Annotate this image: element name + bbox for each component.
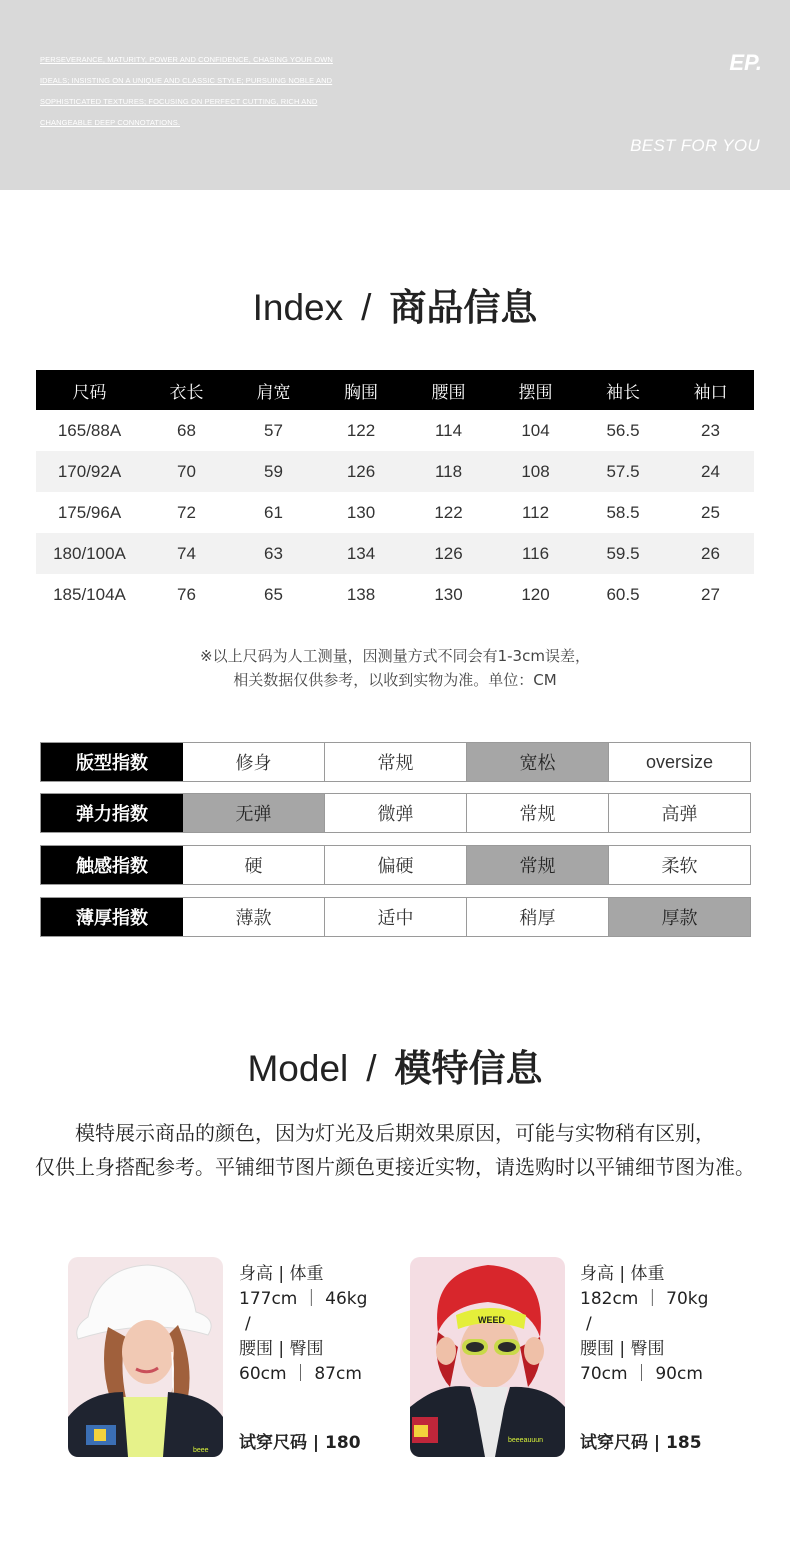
- index-section-title: [0, 277, 790, 331]
- header-cell: 尺码: [72, 382, 107, 403]
- table-cell: 122: [346, 420, 376, 440]
- try-size: 试穿尺码 | 185: [580, 1433, 702, 1453]
- manifesto-line: IDEALS; INSISTING ON A UNIQUE AND CLASSIC STYLE; PURSUING NOBLE AND: [40, 76, 333, 85]
- table-cell: 130: [346, 502, 376, 522]
- table-cell: 165/88A: [57, 420, 122, 440]
- fit-index-row: [40, 742, 751, 782]
- table-cell: 58.5: [606, 502, 640, 522]
- table-cell: 26: [701, 543, 720, 563]
- table-cell: 134: [346, 543, 376, 563]
- model-photo-illustration: [68, 1257, 223, 1457]
- manifesto-line: PERSEVERANCE, MATURITY, POWER AND CONFIDENCE, CHASING YOUR OWN: [40, 55, 333, 64]
- info-slash: /: [586, 1314, 592, 1334]
- waist-hip-label: 腰围 | 臀围: [239, 1339, 324, 1359]
- table-cell: 120: [521, 584, 550, 604]
- header-cell: 袖长: [606, 382, 640, 403]
- table-cell: 114: [434, 420, 463, 440]
- manifesto-line: CHANGEABLE DEEP CONNOTATIONS.: [40, 118, 181, 127]
- waist-hip-label: 腰围 | 臀围: [580, 1339, 665, 1359]
- table-row: [36, 410, 754, 451]
- table-cell: 27: [701, 584, 720, 604]
- size-note-line: 相关数据仅供参考，以收到实物为准。单位：CM: [233, 671, 557, 689]
- header-cell: 衣长: [169, 382, 204, 403]
- table-row: [36, 492, 754, 533]
- table-cell: 56.5: [606, 420, 640, 440]
- svg-text:WEED: WEED: [478, 1315, 505, 1325]
- index-option: 柔软: [608, 846, 750, 884]
- index-option: 宽松: [466, 743, 608, 781]
- thickness-index-row: [40, 897, 751, 937]
- table-cell: 60.5: [606, 584, 640, 604]
- height-weight-value: 177cm ｜ 46kg: [239, 1289, 368, 1309]
- table-cell: 180/100A: [53, 543, 126, 563]
- model-description: [0, 1116, 790, 1184]
- size-table-header: [36, 370, 754, 410]
- try-size: 试穿尺码 | 180: [239, 1433, 361, 1453]
- model-info-1: [239, 1262, 367, 1456]
- table-cell: 25: [701, 502, 720, 522]
- table-cell: 72: [177, 502, 196, 522]
- table-cell: 170/92A: [57, 461, 122, 481]
- title-separator: /: [361, 287, 372, 328]
- header-cell: 胸围: [344, 382, 378, 403]
- height-weight-label: 身高 | 体重: [580, 1264, 665, 1284]
- svg-text:beee: beee: [193, 1447, 209, 1454]
- size-note-line: ※以上尺码为人工测量，因测量方式不同会有1-3cm误差，: [200, 647, 590, 665]
- index-option: 薄款: [235, 908, 272, 929]
- table-cell: 24: [701, 461, 720, 481]
- table-cell: 65: [264, 584, 283, 604]
- table-cell: 126: [434, 543, 463, 563]
- model-desc-line: 仅供上身搭配参考。平铺细节图片颜色更接近实物，请选购时以平铺细节图为准。: [35, 1155, 755, 1179]
- elasticity-index-row: [40, 793, 751, 833]
- index-option: 常规: [466, 794, 608, 832]
- table-cell: 70: [177, 461, 196, 481]
- table-cell: 126: [346, 461, 376, 481]
- touch-index-row: [40, 845, 751, 885]
- header-cell: 摆围: [518, 382, 553, 403]
- table-cell: 138: [346, 584, 376, 604]
- table-cell: 116: [521, 543, 550, 563]
- index-option: oversize: [608, 743, 750, 781]
- model-section-title: [0, 1038, 790, 1092]
- table-cell: 130: [434, 584, 463, 604]
- index-option: 常规: [466, 846, 608, 884]
- header-cell: 肩宽: [256, 382, 291, 403]
- index-title-cn: 商品信息: [389, 286, 538, 329]
- table-cell: 76: [177, 584, 196, 604]
- manifesto-line: SOPHISTICATED TEXTURES; FOCUSING ON PERFECT CUTTING, RICH AND: [40, 97, 318, 106]
- table-row: [36, 574, 754, 615]
- index-option: 修身: [235, 753, 272, 774]
- table-row: [36, 533, 754, 574]
- index-option: 适中: [324, 898, 466, 936]
- table-cell: 122: [434, 502, 463, 522]
- model-photo-illustration: [410, 1257, 565, 1457]
- index-label: 触感指数: [41, 846, 183, 884]
- size-note: [0, 644, 790, 692]
- top-banner: [0, 0, 790, 190]
- table-cell: 57.5: [606, 461, 640, 481]
- index-label: 版型指数: [41, 743, 183, 781]
- svg-text:beeeauuun: beeeauuun: [508, 1437, 544, 1444]
- header-cell: 腰围: [431, 382, 466, 403]
- height-weight-value: 182cm ｜ 70kg: [580, 1289, 709, 1309]
- table-cell: 23: [701, 420, 720, 440]
- index-option: 常规: [324, 743, 466, 781]
- title-separator: /: [366, 1048, 377, 1089]
- waist-hip-value: 70cm ｜ 90cm: [580, 1364, 703, 1384]
- index-option: 无弹: [183, 794, 324, 832]
- model-photo-male: [410, 1257, 565, 1457]
- model-info-2: [580, 1262, 708, 1456]
- brand-manifesto: [40, 55, 370, 139]
- table-cell: 104: [521, 420, 550, 440]
- index-option: 厚款: [608, 898, 750, 936]
- table-cell: 68: [177, 420, 196, 440]
- index-label: 弹力指数: [41, 794, 183, 832]
- index-title-en: Index: [252, 287, 344, 328]
- index-option: 稍厚: [466, 898, 608, 936]
- brand-logo: EP.: [729, 50, 762, 75]
- model-title-en: Model: [247, 1048, 349, 1089]
- spacer: [239, 1387, 367, 1431]
- table-cell: 74: [177, 543, 196, 563]
- table-cell: 61: [264, 502, 283, 522]
- tagline: BEST FOR YOU: [630, 136, 760, 155]
- table-cell: 185/104A: [53, 584, 126, 604]
- index-option: 偏硬: [324, 846, 466, 884]
- table-row: [36, 451, 754, 492]
- table-cell: 108: [521, 461, 550, 481]
- index-option: 硬: [244, 856, 263, 877]
- table-cell: 118: [434, 461, 463, 481]
- size-table: [36, 370, 754, 615]
- spacer: [580, 1387, 708, 1431]
- info-slash: /: [245, 1314, 251, 1334]
- index-option: 微弹: [324, 794, 466, 832]
- table-cell: 59: [264, 461, 283, 481]
- table-cell: 175/96A: [57, 502, 122, 522]
- table-cell: 63: [264, 543, 283, 563]
- index-option: 高弹: [608, 794, 750, 832]
- model-desc-line: 模特展示商品的颜色，因为灯光及后期效果原因，可能与实物稍有区别，: [75, 1121, 715, 1145]
- height-weight-label: 身高 | 体重: [239, 1264, 324, 1284]
- table-cell: 57: [264, 420, 283, 440]
- model-photo-female: [68, 1257, 223, 1457]
- model-title-cn: 模特信息: [394, 1047, 543, 1090]
- index-label: 薄厚指数: [41, 898, 183, 936]
- header-cell: 袖口: [693, 382, 728, 403]
- table-cell: 59.5: [606, 543, 640, 563]
- table-cell: 112: [521, 502, 550, 522]
- waist-hip-value: 60cm ｜ 87cm: [239, 1364, 362, 1384]
